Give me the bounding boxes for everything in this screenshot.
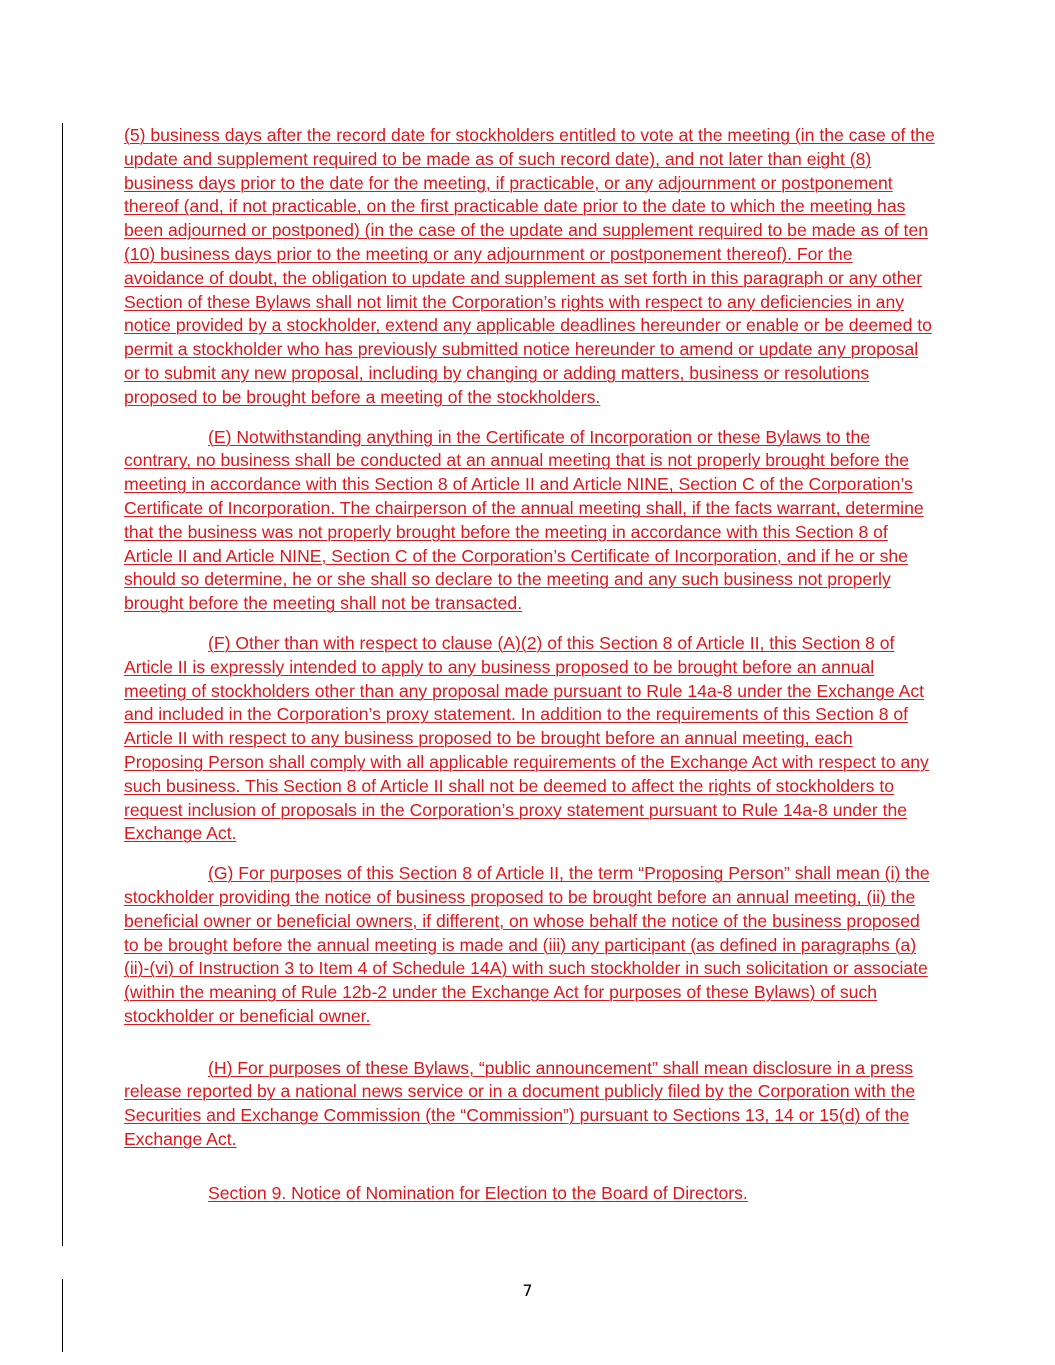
paragraph-f: (F) Other than with respect to clause (A)(2) of this Section 8 of Article II, this Section 8 of Article II is expressly intended to apply to any business proposed to be brought before an annual meeting of stockholders other than any proposal made pursuant to Rule 14a-8 under the Exchange Act and included in the Corporation’s proxy statement. In addition to the requirements of this Section 8 of Article II with respect to any business proposed to be brought before an annual meeting, each Proposing Person shall comply with all applicable requirements of the Exchange Act with respect to any such business. This Section 8 of Article II shall not be deemed to affect the rights of stockholders to request inclusion of proposals in the Corporation’s proxy statement pursuant to Rule 14a-8 under the Exchange Act. xyxy=(124,632,929,844)
paragraph-continuation: (5) business days after the record date for stockholders entitled to vote at the meeting (in the case of the update and supplement required to be made as of such record date), and not later than eight (8) business days prior to the date for the meeting, if practicable, or any adjournment or postponement thereof (and, if not practicable, on the first practicable date prior to the date to which the meeting has been adjourned or postponed) (in the case of the update and supplement required to be made as of ten (10) business days prior to the meeting or any adjournment or postponement thereof). For the avoidance of doubt, the obligation to update and supplement as set forth in this paragraph or any other Section of these Bylaws shall not limit the Corporation’s rights with respect to any deficiencies in any notice provided by a stockholder, extend any applicable deadlines hereunder or enable or be deemed to permit a stockholder who has previously submitted notice hereunder to amend or update any proposal or to submit any new proposal, including by changing or adding matters, business or resolutions proposed to be brought before a meeting of the stockholders. xyxy=(124,125,935,407)
page-number: 7 xyxy=(522,1281,533,1300)
section-heading: Section 9. Notice of Nomination for Election to the Board of Directors. xyxy=(208,1182,748,1203)
paragraph-g: (G) For purposes of this Section 8 of Article II, the term “Proposing Person” shall mean (i) the stockholder providing the notice of business proposed to be brought before an annual meeting, (ii) the beneficial owner or beneficial owners, if different, on whose behalf the notice of the business proposed to be brought before the annual meeting is made and (iii) any participant (as defined in paragraphs (a)(ii)-(vi) of Instruction 3 to Item 4 of Schedule 14A) with such stockholder in such solicitation or associate (within the meaning of Rule 12b-2 under the Exchange Act for purposes of these Bylaws) of such stockholder or beneficial owner. xyxy=(124,863,930,1026)
change-bar xyxy=(62,123,63,1246)
document-body xyxy=(124,124,936,1206)
paragraph-e: (E) Notwithstanding anything in the Certificate of Incorporation or these Bylaws to the contrary, no business shall be conducted at an annual meeting that is not properly brought before the meeting in accordance with this Section 8 of Article II and Article NINE, Section C of the Corporation’s Certificate of Incorporation. The chairperson of the annual meeting shall, if the facts warrant, determine that the business was not properly brought before the meeting in accordance with this Section 8 of Article II and Article NINE, Section C of the Corporation’s Certificate of Incorporation, and if he or she should so determine, he or she shall so declare to the meeting and any such business not properly brought before the meeting shall not be transacted. xyxy=(124,426,924,614)
paragraph-h: (H) For purposes of these Bylaws, “public announcement” shall mean disclosure in a press release reported by a national news service or in a document publicly filed by the Corporation with the Securities and Exchange Commission (the “Commission”) pursuant to Sections 13, 14 or 15(d) of the Exchange Act. xyxy=(124,1057,916,1150)
